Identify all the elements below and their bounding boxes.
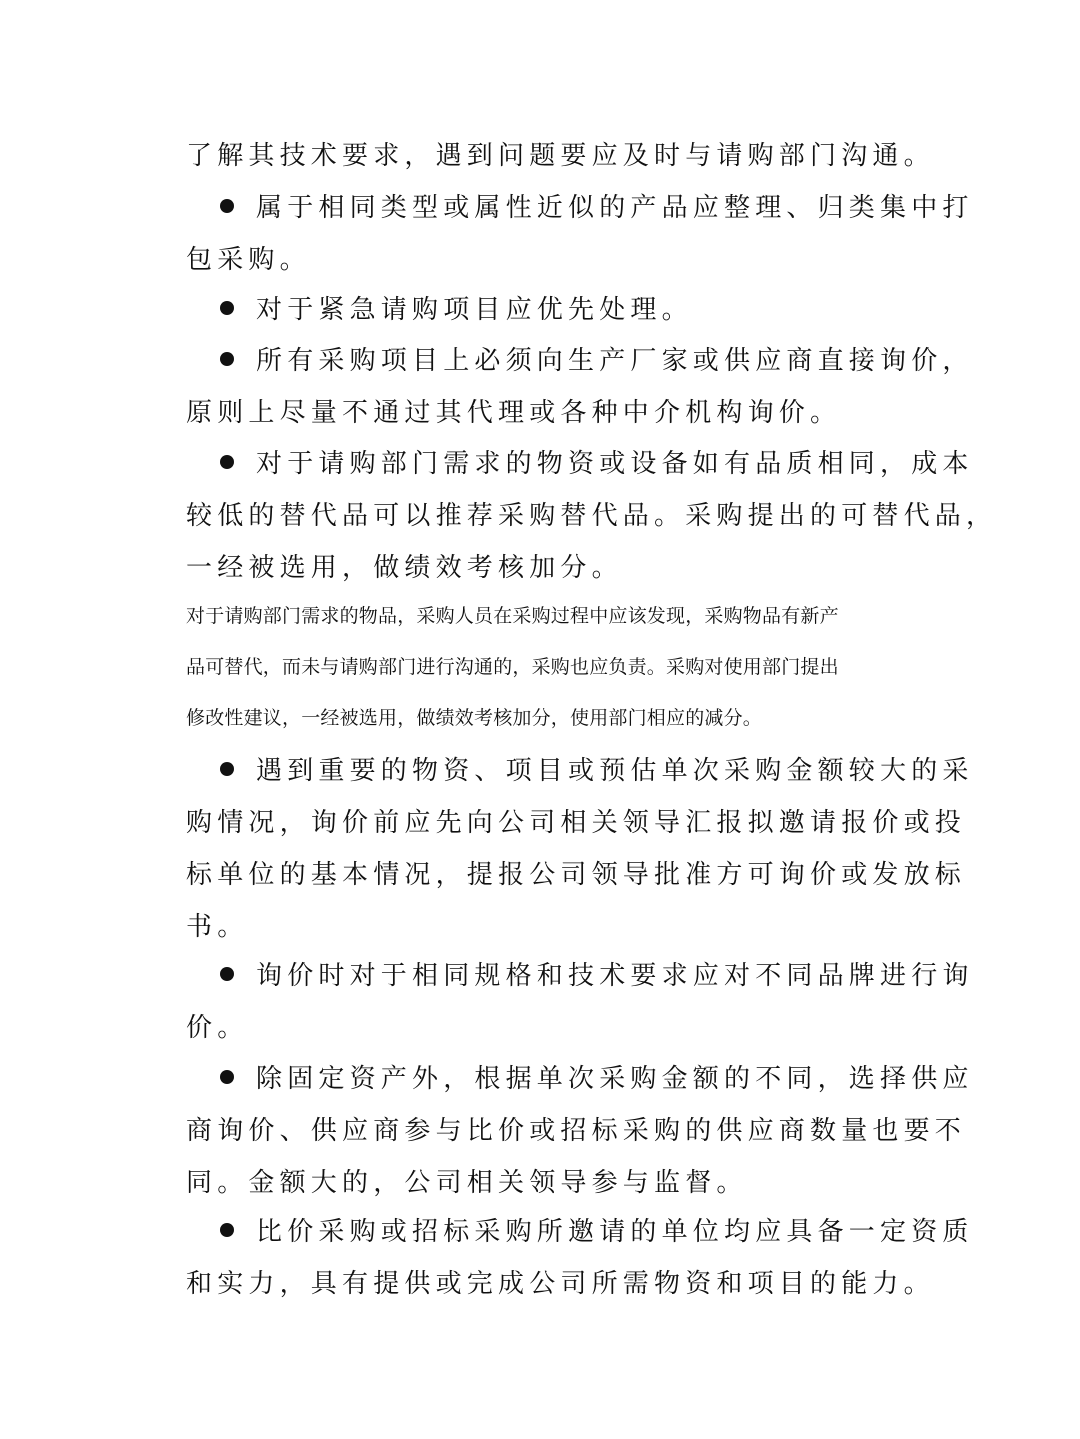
bullet-icon bbox=[220, 1223, 234, 1237]
bullet-item-important-procurement bbox=[186, 745, 974, 953]
bullet-item-direct-inquiry bbox=[186, 335, 974, 439]
text-line: 商询价、供应商参与比价或招标采购的供应商数量也要不 bbox=[186, 1116, 967, 1146]
bullet-icon bbox=[220, 455, 234, 469]
bullet-icon bbox=[220, 1070, 234, 1084]
text-line: 遇到重要的物资、项目或预估单次采购金额较大的采 bbox=[256, 756, 974, 786]
bullet-item-grouping bbox=[186, 182, 974, 286]
text-line: 对于请购部门需求的物品，采购人员在采购过程中应该发现，采购物品有新产 bbox=[186, 605, 839, 627]
bullet-item-urgent bbox=[186, 284, 886, 336]
text-line: 询价时对于相同规格和技术要求应对不同品牌进行询 bbox=[256, 961, 974, 991]
bullet-icon bbox=[220, 967, 234, 981]
bullet-icon bbox=[220, 352, 234, 366]
paragraph-continuation bbox=[186, 130, 935, 182]
text-line: 修改性建议，一经被选用，做绩效考核加分，使用部门相应的减分。 bbox=[186, 707, 763, 729]
text-line: 属于相同类型或属性近似的产品应整理、归类集中打 bbox=[256, 193, 974, 223]
text-line: 对于紧急请购项目应优先处理。 bbox=[256, 295, 693, 325]
note-paragraph bbox=[186, 591, 886, 744]
text-line: 包采购。 bbox=[186, 245, 311, 275]
bullet-item-supplier-count bbox=[186, 1053, 974, 1209]
bullet-item-substitutes bbox=[186, 438, 998, 594]
text-line: 较低的替代品可以推荐采购替代品。采购提出的可替代品， bbox=[186, 501, 998, 531]
bullet-item-qualification bbox=[186, 1206, 974, 1310]
text-line: 了解其技术要求，遇到问题要应及时与请购部门沟通。 bbox=[186, 141, 935, 171]
text-line: 品可替代，而未与请购部门进行沟通的，采购也应负责。采购对使用部门提出 bbox=[186, 656, 839, 678]
text-line: 原则上尽量不通过其代理或各种中介机构询价。 bbox=[186, 398, 842, 428]
text-line: 一经被选用，做绩效考核加分。 bbox=[186, 553, 623, 583]
text-line: 标单位的基本情况，提报公司领导批准方可询价或发放标 bbox=[186, 860, 967, 890]
text-line: 和实力，具有提供或完成公司所需物资和项目的能力。 bbox=[186, 1269, 935, 1299]
text-line: 所有采购项目上必须向生产厂家或供应商直接询价， bbox=[256, 346, 974, 376]
text-line: 对于请购部门需求的物资或设备如有品质相同，成本 bbox=[256, 449, 974, 479]
bullet-icon bbox=[220, 762, 234, 776]
bullet-icon bbox=[220, 301, 234, 315]
text-line: 书。 bbox=[186, 912, 249, 942]
text-line: 价。 bbox=[186, 1013, 249, 1043]
text-line: 同。金额大的，公司相关领导参与监督。 bbox=[186, 1168, 748, 1198]
bullet-icon bbox=[220, 199, 234, 213]
text-line: 比价采购或招标采购所邀请的单位均应具备一定资质 bbox=[256, 1217, 974, 1247]
text-line: 购情况，询价前应先向公司相关领导汇报拟邀请报价或投 bbox=[186, 808, 967, 838]
bullet-item-brand-inquiry bbox=[186, 950, 974, 1054]
text-line: 除固定资产外，根据单次采购金额的不同，选择供应 bbox=[256, 1064, 974, 1094]
